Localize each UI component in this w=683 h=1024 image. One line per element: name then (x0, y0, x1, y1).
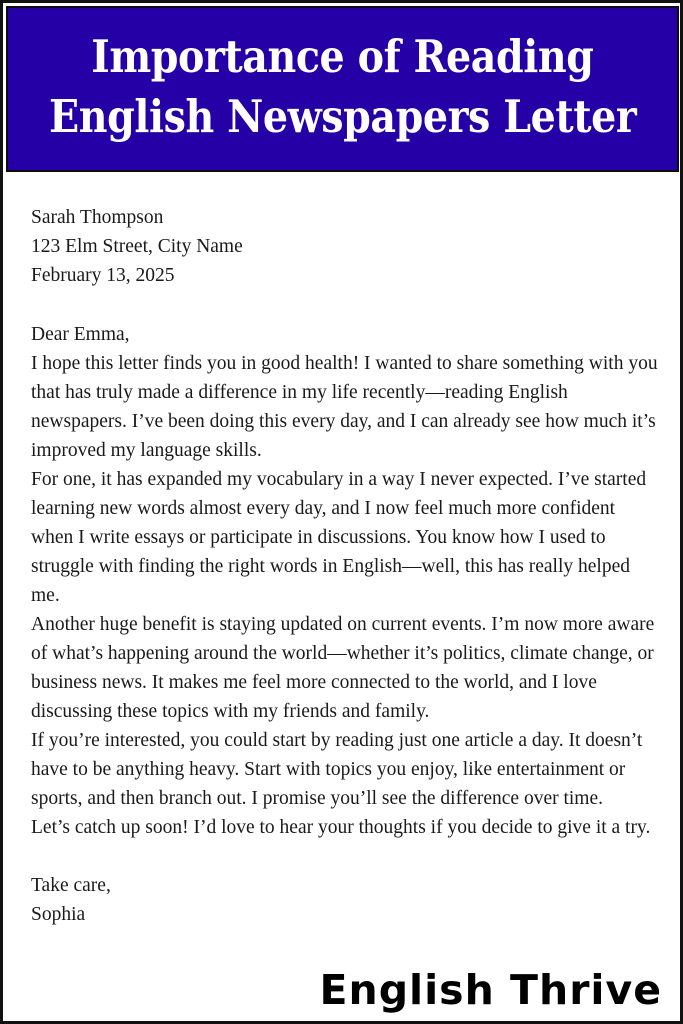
sender-name: Sarah Thompson (31, 207, 164, 228)
letter-paragraph-4: If you’re interested, you could start by reading just one article a day. It doesn’t have to be anything heavy. Start with topics you enjoy, like entertainment or sports, and then branch out. I promise you’ll see the difference over time. (31, 730, 643, 809)
letter-paragraph-1: I hope this letter finds you in good health! I wanted to share something with you that has truly made a difference in my life recently—reading English newspapers. I’ve been doing this every day, and I can already see how much it’s improved my language skills. (31, 353, 658, 461)
closing-phrase: Take care, (31, 875, 111, 896)
title-banner (6, 6, 679, 172)
letter-paragraph-2: For one, it has expanded my vocabulary in a way I never expected. I’ve started learning new words almost every day, and I now feel much more confident when I write essays or participate in discussions. You know how I used to struggle with finding the right words in English—well, this has really helped me. (31, 469, 647, 606)
letter-paragraph-5: Let’s catch up soon! I’d love to hear your thoughts if you decide to give it a try. (31, 817, 651, 838)
title-line-1: Importance of Reading (91, 30, 594, 84)
letter-paragraph-3: Another huge benefit is staying updated on current events. I’m now more aware of what’s happening around the world—whether it’s politics, climate change, or business news. It makes me feel more connected to the world, and I love discussing these topics with my friends and family. (31, 614, 655, 722)
brand-logo-text: English Thrive (319, 966, 662, 1014)
letter-date: February 13, 2025 (31, 265, 175, 286)
sender-address: 123 Elm Street, City Name (31, 236, 243, 257)
closing-block (31, 871, 661, 929)
sender-block (31, 203, 661, 290)
title-line-2: English Newspapers Letter (48, 90, 637, 143)
letter-body (31, 203, 661, 929)
salutation: Dear Emma, (31, 324, 130, 345)
signature-name: Sophia (31, 904, 86, 925)
